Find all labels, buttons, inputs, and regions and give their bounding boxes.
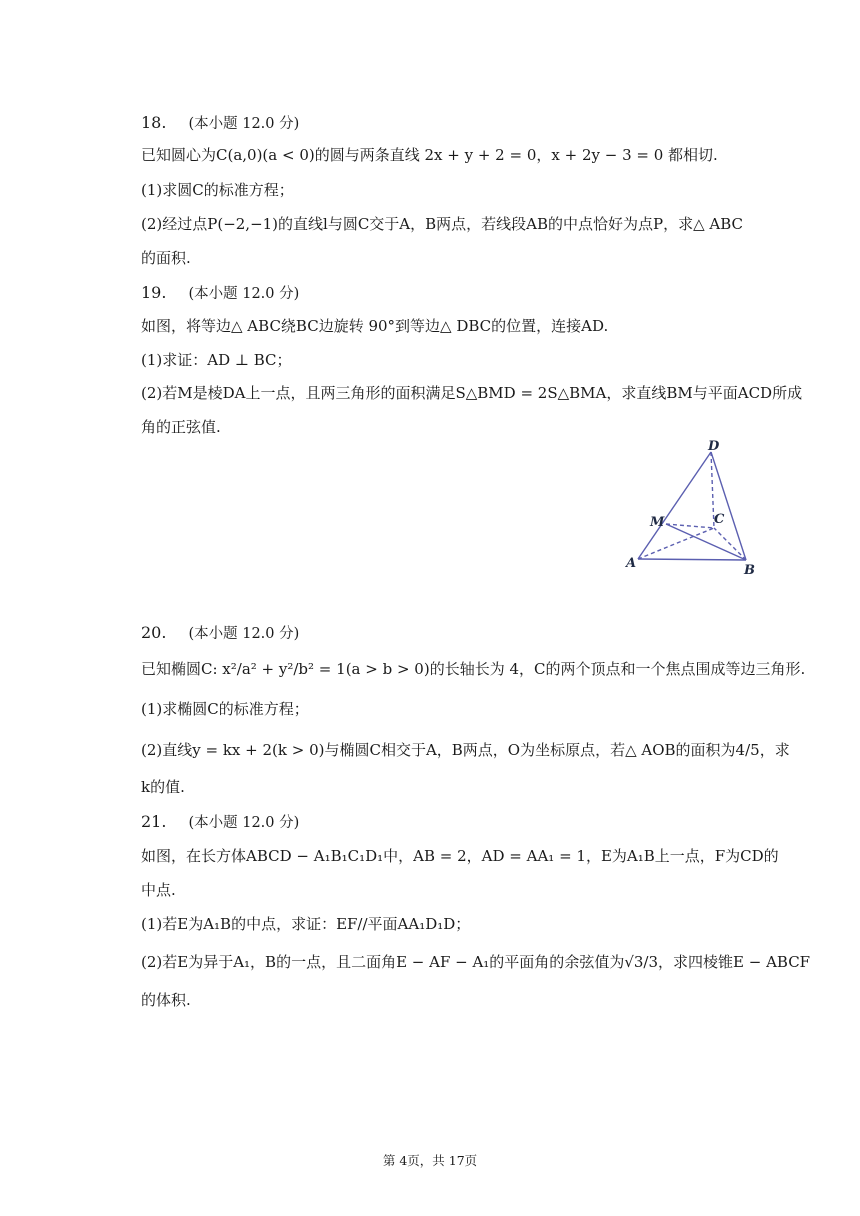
question-21-header (141, 812, 299, 833)
question-20-header (141, 623, 299, 644)
question-text-line: (1)求椭圆C的标准方程； (141, 700, 309, 718)
question-text-line: (2)经过点P(−2,−1)的直线l与圆C交于A，B两点，若线段AB的中点恰好为点P，求△ ABC (141, 215, 744, 233)
question-number: 20. (141, 623, 167, 642)
edge-DA (638, 452, 711, 559)
question-number: 18. (141, 113, 167, 132)
question-text-line: (2)直线y = kx + 2(k > 0)与椭圆C相交于A，B两点，O为坐标原点，若△ AOB的面积为4/5，求 (141, 741, 790, 759)
edge-AB (638, 559, 746, 560)
question-meta: (本小题 12.0 分) (188, 815, 300, 831)
label-C: C (714, 512, 725, 527)
label-A: A (626, 556, 637, 571)
tetrahedron-figure (618, 436, 768, 584)
question-18-header (141, 113, 299, 134)
edge-DB (711, 452, 746, 560)
question-text-line: 如图，在长方体ABCD − A₁B₁C₁D₁中，AB = 2，AD = AA₁ = 1，E为A₁B上一点，F为CD的 (141, 847, 779, 865)
question-19-header (141, 283, 299, 304)
question-text-line: 的面积. (141, 249, 191, 267)
question-text-line: 已知圆心为C(a,0)(a < 0)的圆与两条直线 2x + y + 2 = 0，x + 2y − 3 = 0 都相切. (141, 146, 718, 164)
label-B: B (744, 563, 755, 578)
question-text-line: 已知椭圆C: x²/a² + y²/b² = 1(a > b > 0)的长轴长为 4，C的两个顶点和一个焦点围成等边三角形. (141, 660, 806, 678)
question-text-line: (2)若M是棱DA上一点，且两三角形的面积满足S△BMD = 2S△BMA，求直线BM与平面ACD所成 (141, 384, 803, 402)
question-text-line: (1)求证：AD ⊥ BC； (141, 351, 292, 369)
question-text-line: k的值. (141, 778, 185, 796)
question-text-line: 角的正弦值. (141, 418, 221, 436)
question-number: 21. (141, 812, 167, 831)
question-text-line: 中点. (141, 881, 176, 899)
question-meta: (本小题 12.0 分) (188, 286, 300, 302)
question-meta: (本小题 12.0 分) (188, 116, 300, 132)
question-text-line: 如图，将等边△ ABC绕BC边旋转 90°到等边△ DBC的位置，连接AD. (141, 317, 609, 335)
question-meta: (本小题 12.0 分) (188, 626, 300, 642)
label-D: D (708, 439, 720, 454)
page-footer: 第 4页，共 17页 (382, 1153, 478, 1168)
question-text-line: 的体积. (141, 991, 191, 1009)
question-text-line: (1)若E为A₁B的中点，求证：EF//平面AA₁D₁D； (141, 915, 471, 933)
question-text-line: (2)若E为异于A₁，B的一点，且二面角E − AF − A₁的平面角的余弦值为√3/3，求四棱锥E − ABCF (141, 953, 811, 971)
question-number: 19. (141, 283, 167, 302)
label-M: M (650, 515, 665, 530)
question-text-line: (1)求圆C的标准方程； (141, 181, 294, 199)
